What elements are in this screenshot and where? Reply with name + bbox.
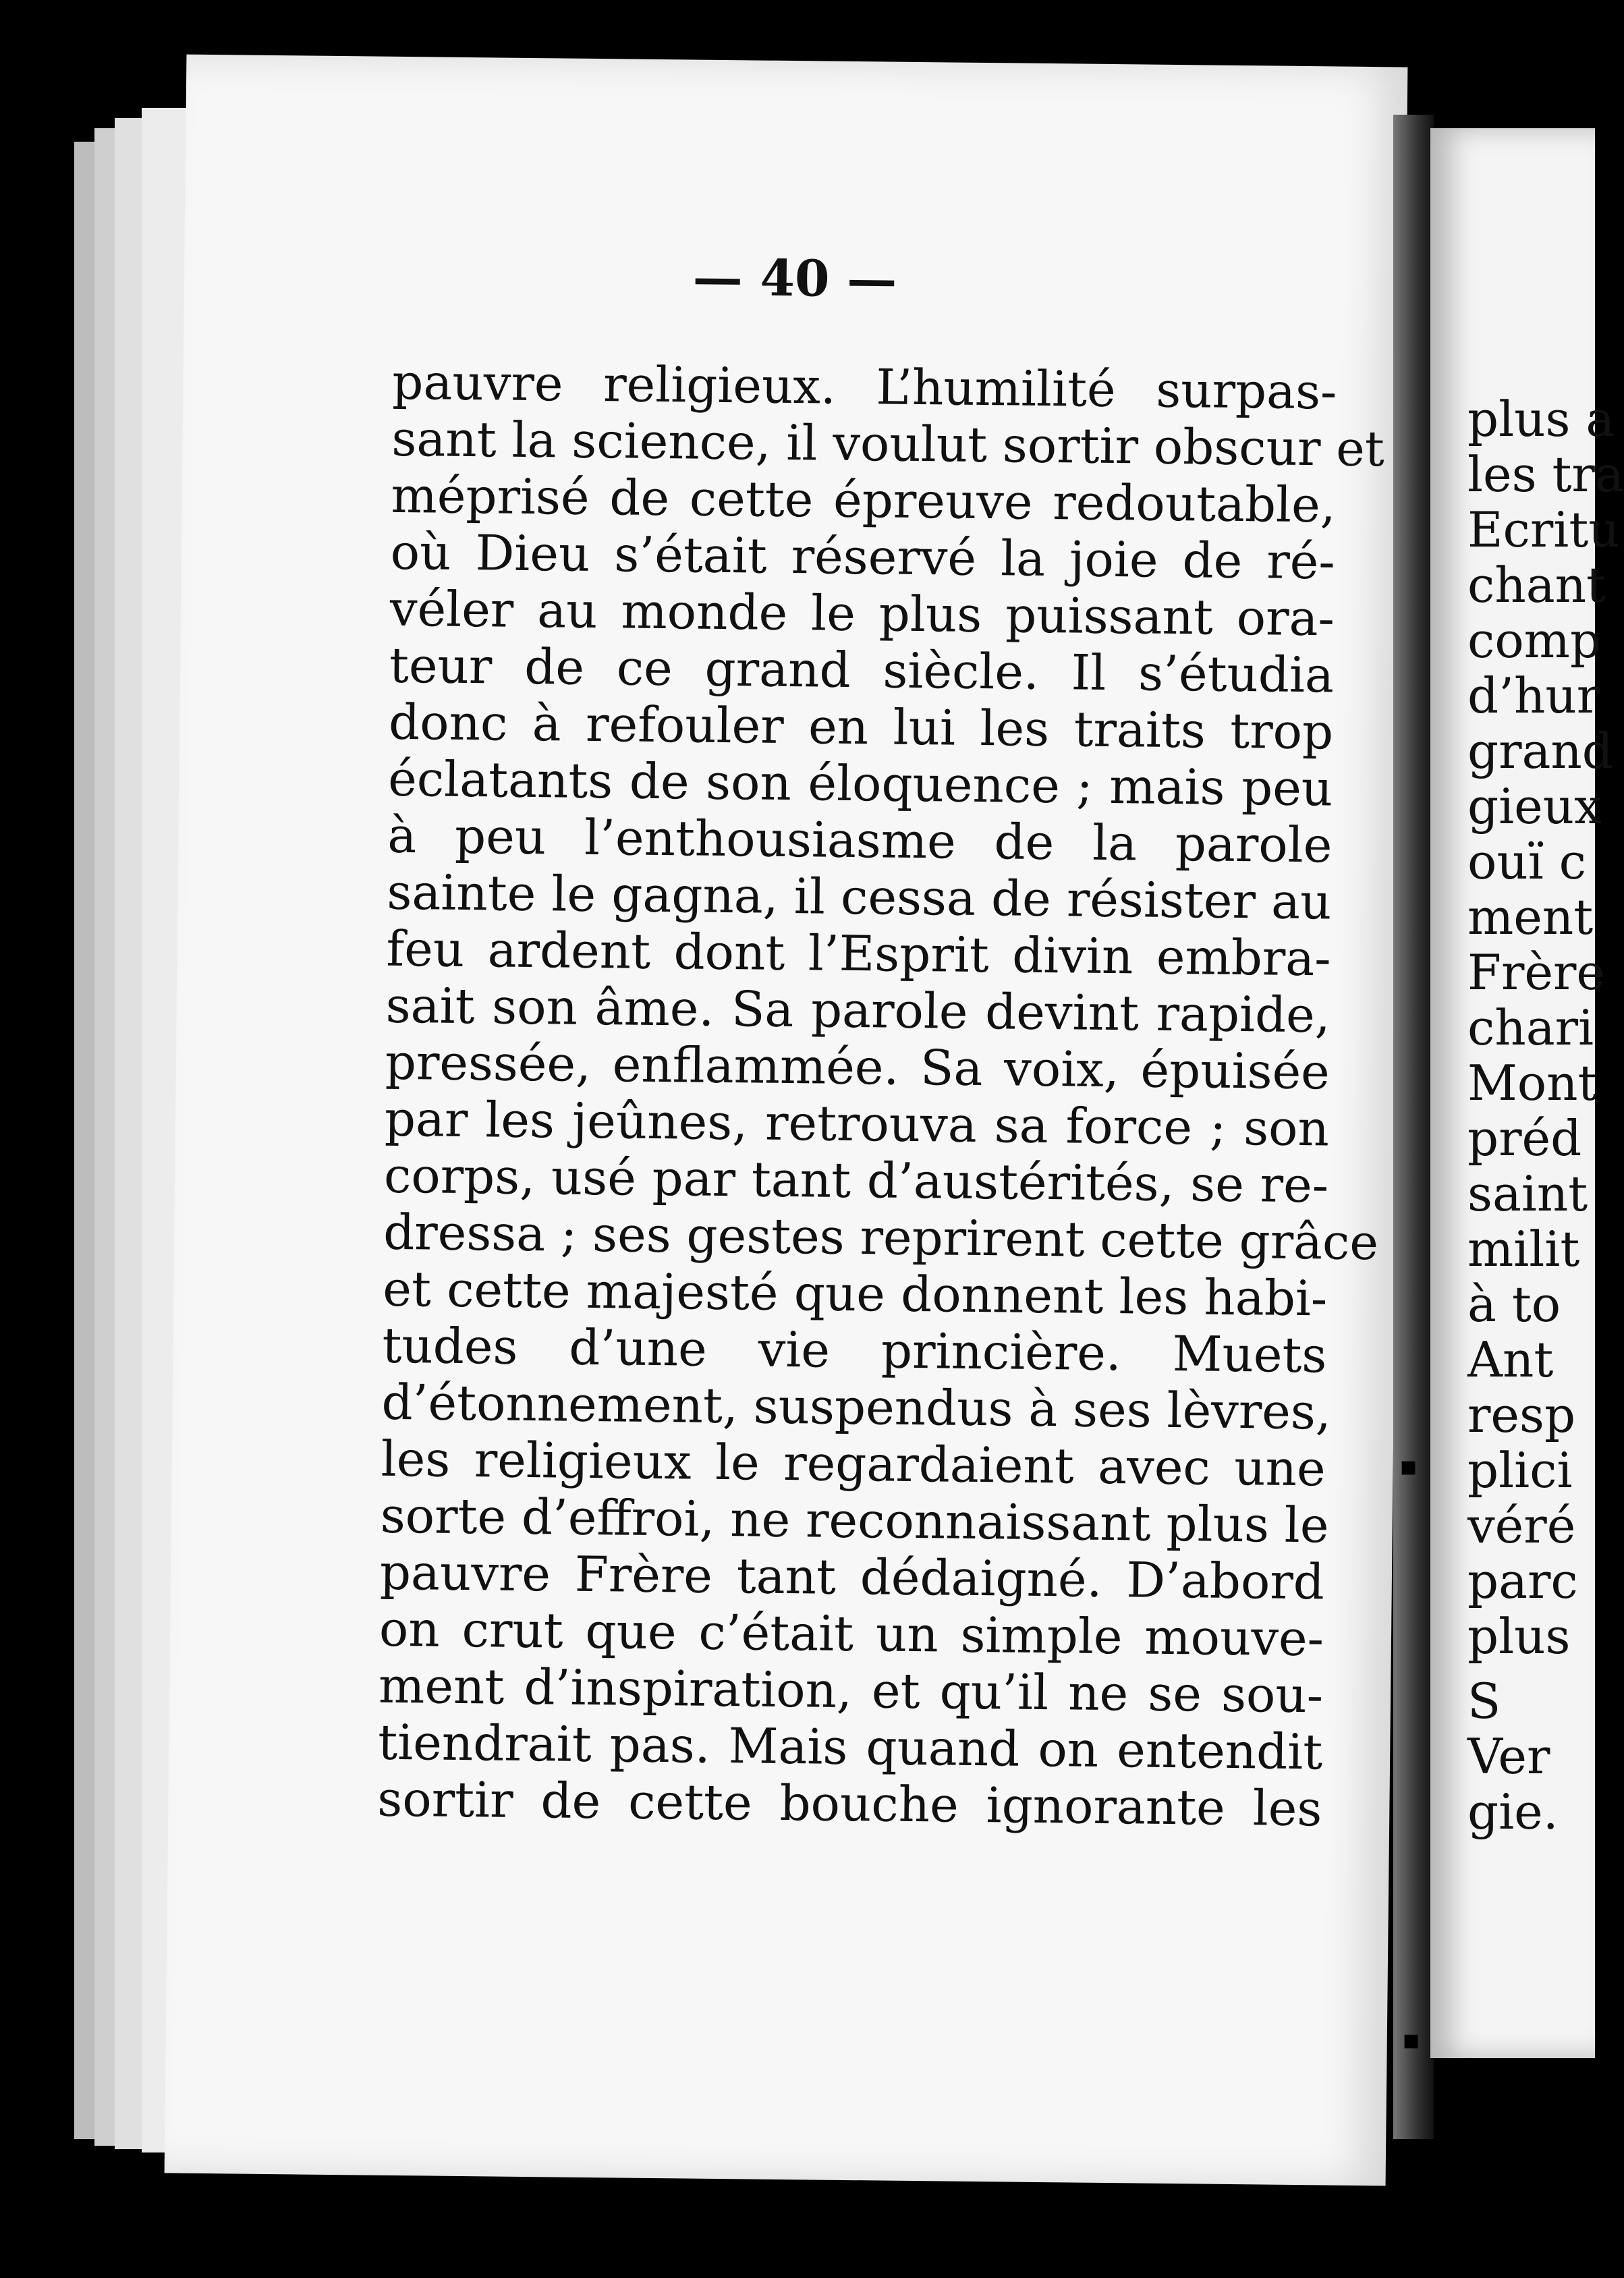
text-line: grand — [1467, 723, 1613, 779]
text-line: plici — [1467, 1442, 1573, 1499]
text-line: Ecritu — [1467, 501, 1620, 558]
ink-speck: ▪ — [1399, 1451, 1418, 1482]
text-line: par les jeûnes, retrouva sa force ; son — [384, 1090, 1330, 1157]
right-page-partial — [1430, 128, 1624, 2058]
text-line: sait son âme. Sa parole devint rapide, — [385, 976, 1331, 1044]
text-line: méprisé de cette épreuve redoutable, — [391, 466, 1337, 534]
text-line: véler au monde le plus puissant ora- — [389, 580, 1335, 647]
text-line: pauvre religieux. L’humilité surpas- — [391, 353, 1337, 420]
text-line: on crut que c’était un simple mouve- — [379, 1600, 1324, 1667]
text-line: Ver — [1467, 1728, 1550, 1785]
left-page-text — [376, 353, 1385, 1837]
text-line: S — [1467, 1673, 1501, 1729]
text-line: dressa ; ses gestes reprirent cette grâce — [383, 1203, 1379, 1271]
text-line: à to — [1467, 1276, 1561, 1333]
text-line: feu ardent dont l’Esprit divin embra- — [386, 920, 1331, 987]
text-line: les religieux le regardaient avec une — [381, 1430, 1326, 1497]
text-line: préd — [1467, 1110, 1582, 1167]
text-line: gie. — [1467, 1783, 1559, 1840]
text-line: Frère — [1467, 944, 1606, 1001]
text-line: plus a — [1467, 391, 1615, 447]
text-line: à peu l’enthousiasme de la parole — [387, 806, 1333, 874]
text-line: éclatants de son éloquence ; mais peu — [387, 750, 1333, 817]
text-line: comp — [1467, 612, 1602, 669]
text-line: Ant — [1467, 1331, 1554, 1388]
page-number: — 40 — — [692, 248, 897, 309]
text-line: sortir de cette bouche ignorante les — [376, 1770, 1322, 1837]
book-gutter — [1393, 115, 1434, 2139]
text-line: Mont — [1467, 1055, 1598, 1111]
text-line: milit — [1467, 1221, 1580, 1277]
text-line: resp — [1467, 1387, 1576, 1443]
text-line: chari — [1467, 999, 1594, 1056]
right-page-text — [1467, 391, 1624, 1839]
text-line: gieux — [1467, 778, 1602, 835]
text-line: et cette majesté que donnent les habi- — [382, 1260, 1328, 1327]
text-line: ment — [1467, 889, 1594, 945]
text-line: pressée, enflammée. Sa voix, épuisée — [385, 1033, 1331, 1101]
text-line: tudes d’une vie princière. Muets — [382, 1316, 1327, 1384]
text-line: donc à refouler en lui les traits trop — [388, 693, 1334, 760]
text-line: ouï c — [1467, 833, 1586, 890]
text-line: plus — [1467, 1608, 1571, 1665]
text-line: où Dieu s’était réservé la joie de ré- — [390, 523, 1336, 590]
text-line: teur de ce grand siècle. Il s’étudia — [389, 636, 1335, 704]
text-line: saint — [1467, 1165, 1588, 1222]
text-line: sant la science, il voulut sortir obscur et — [391, 410, 1385, 478]
text-line: corps, usé par tant d’austérités, se re- — [383, 1146, 1329, 1214]
text-line: véré — [1467, 1497, 1576, 1554]
ink-speck: ▪ — [1402, 2024, 1421, 2055]
text-line: d’hur — [1467, 667, 1600, 724]
text-line: sainte le gagna, il cessa de résister au — [387, 863, 1332, 930]
text-line: d’étonnement, suspendus à ses lèvres, — [381, 1373, 1332, 1441]
left-page — [165, 55, 1408, 2186]
text-line: chant — [1467, 557, 1606, 613]
text-line: ment d’inspiration, et qu’il ne se sou- — [378, 1657, 1324, 1724]
text-line: sorte d’effroi, ne reconnaissant plus le — [380, 1487, 1329, 1554]
text-line: les tra — [1467, 446, 1624, 503]
text-line: parc — [1467, 1553, 1578, 1609]
text-line: pauvre Frère tant dédaigné. D’abord — [379, 1543, 1325, 1611]
text-line: tiendrait pas. Mais quand on entendit — [377, 1713, 1323, 1781]
